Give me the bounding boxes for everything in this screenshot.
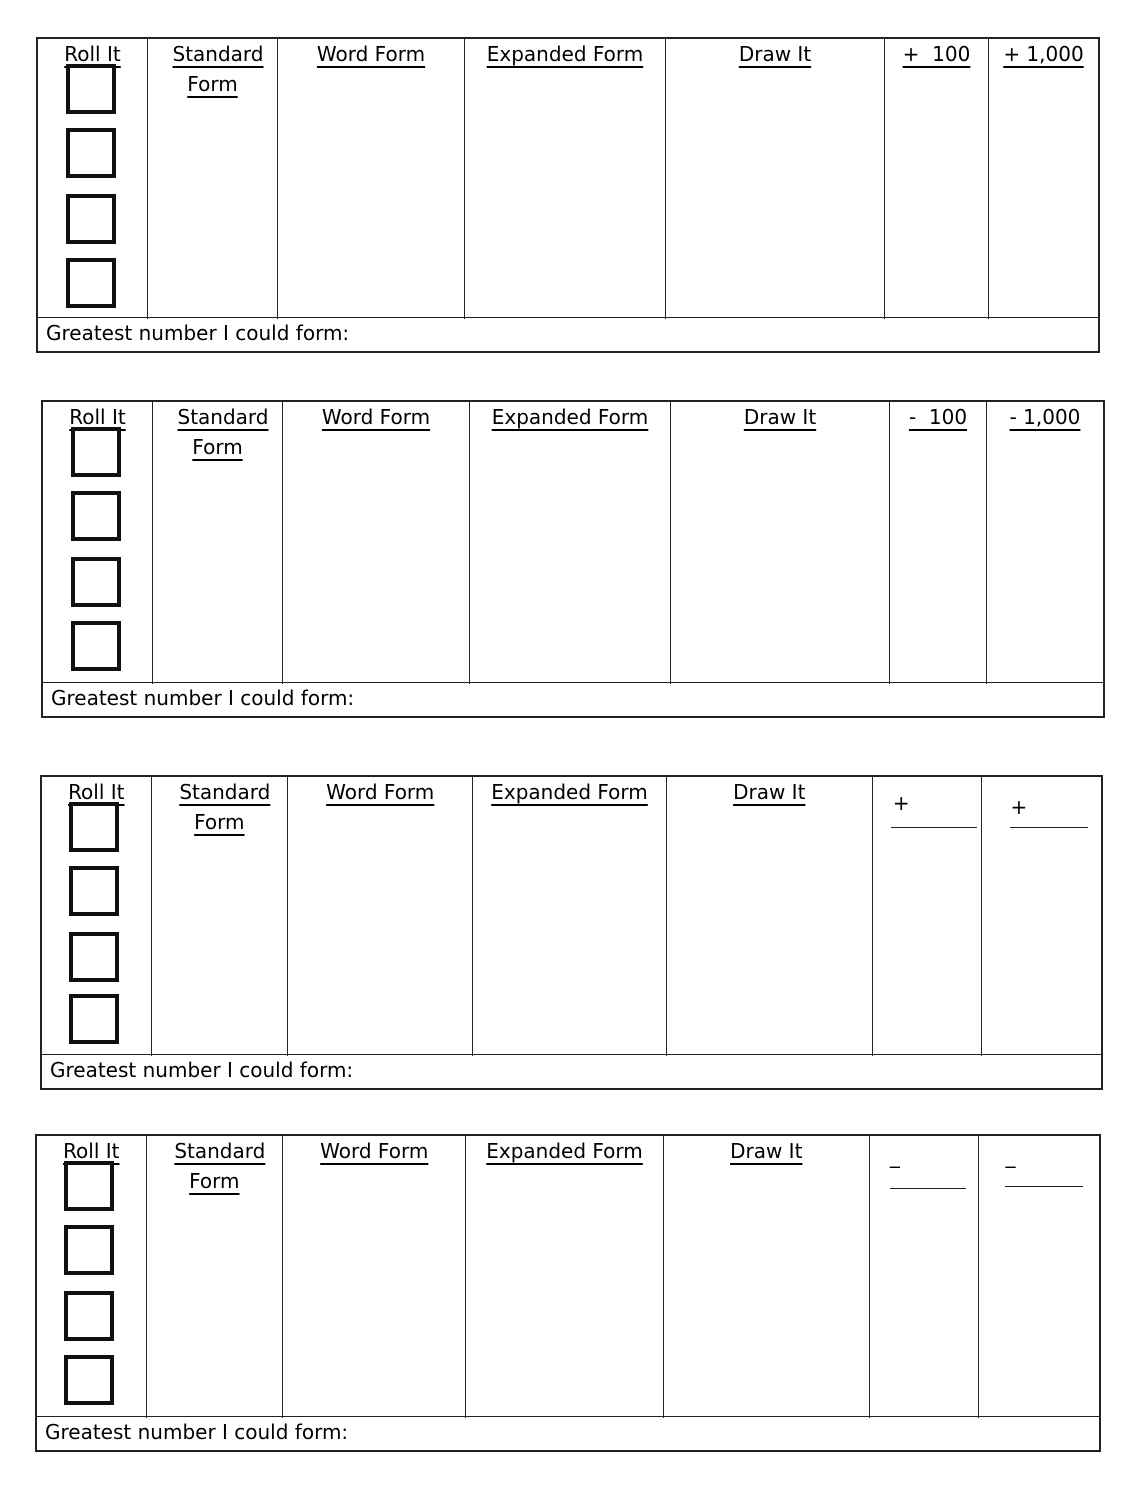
roll-it-column <box>38 39 148 319</box>
word-form-header: Word Form <box>320 1139 429 1163</box>
die-box[interactable] <box>64 1355 114 1405</box>
draw-it-header: Draw It <box>743 405 817 429</box>
minus-sign: _ <box>1005 1144 1016 1168</box>
die-box[interactable] <box>71 491 121 541</box>
standard-form-column[interactable] <box>147 1136 283 1418</box>
greatest-number-label: Greatest number I could form: <box>51 686 355 710</box>
greatest-number-label: Greatest number I could form: <box>45 1420 349 1444</box>
greatest-number-field[interactable] <box>38 317 1098 351</box>
plus-blank-column-2[interactable] <box>982 777 1101 1056</box>
roll-it-header: Roll It <box>64 42 121 66</box>
roll-it-header: Roll It <box>68 780 125 804</box>
plus-1000-header: + 1,000 <box>1003 42 1084 66</box>
greatest-number-field[interactable] <box>43 682 1103 716</box>
expanded-form-column[interactable] <box>470 402 671 684</box>
blank-line[interactable] <box>1010 827 1088 828</box>
standard-form-header: Standard Form <box>174 1139 266 1193</box>
minus-100-header: - 100 <box>908 405 968 429</box>
standard-form-column[interactable] <box>148 39 278 319</box>
draw-it-column[interactable] <box>671 402 890 684</box>
die-box[interactable] <box>69 866 119 916</box>
minus-100-column[interactable] <box>890 402 987 684</box>
worksheet-table-2 <box>41 400 1105 718</box>
plus-sign: + <box>892 791 910 815</box>
draw-it-header: Draw It <box>733 780 806 804</box>
die-box[interactable] <box>69 802 119 852</box>
plus-100-column[interactable] <box>885 39 989 319</box>
die-box[interactable] <box>64 1225 114 1275</box>
expanded-form-header: Expanded Form <box>491 780 648 804</box>
word-form-header: Word Form <box>316 42 426 66</box>
minus-blank-column-2[interactable] <box>979 1136 1099 1418</box>
roll-it-column <box>43 402 153 684</box>
expanded-form-column[interactable] <box>465 39 666 319</box>
greatest-number-label: Greatest number I could form: <box>50 1058 354 1082</box>
word-form-column[interactable] <box>288 777 473 1056</box>
expanded-form-column[interactable] <box>473 777 666 1056</box>
draw-it-column[interactable] <box>666 39 885 319</box>
minus-1000-column[interactable] <box>987 402 1103 684</box>
die-box[interactable] <box>71 557 121 607</box>
draw-it-header: Draw It <box>738 42 812 66</box>
die-box[interactable] <box>66 128 116 178</box>
standard-form-header: Standard Form <box>177 405 269 459</box>
expanded-form-header: Expanded Form <box>486 1139 643 1163</box>
plus-100-header: + 100 <box>902 42 971 66</box>
word-form-header: Word Form <box>321 405 431 429</box>
roll-it-header: Roll It <box>63 1139 120 1163</box>
greatest-number-label: Greatest number I could form: <box>46 321 350 345</box>
minus-sign: _ <box>889 1144 900 1168</box>
roll-it-header: Roll It <box>69 405 126 429</box>
draw-it-header: Draw It <box>730 1139 803 1163</box>
blank-line[interactable] <box>890 1188 966 1189</box>
standard-form-column[interactable] <box>152 777 288 1056</box>
expanded-form-column[interactable] <box>466 1136 663 1418</box>
die-box[interactable] <box>69 994 119 1044</box>
die-box[interactable] <box>66 258 116 308</box>
die-box[interactable] <box>71 621 121 671</box>
blank-line[interactable] <box>1005 1186 1083 1187</box>
minus-1000-header: - 1,000 <box>1009 405 1081 429</box>
greatest-number-field[interactable] <box>37 1416 1099 1450</box>
die-box[interactable] <box>69 932 119 982</box>
worksheet-table-1 <box>36 37 1100 353</box>
expanded-form-header: Expanded Form <box>491 405 649 429</box>
die-box[interactable] <box>64 1291 114 1341</box>
worksheet-table-3 <box>40 775 1103 1090</box>
standard-form-header: Standard Form <box>172 42 264 96</box>
word-form-header: Word Form <box>326 780 435 804</box>
standard-form-column[interactable] <box>153 402 283 684</box>
die-box[interactable] <box>64 1161 114 1211</box>
plus-1000-column[interactable] <box>989 39 1098 319</box>
word-form-column[interactable] <box>278 39 465 319</box>
plus-blank-column-1[interactable] <box>873 777 983 1056</box>
blank-line[interactable] <box>891 827 977 828</box>
plus-sign: + <box>1010 795 1028 819</box>
roll-it-column <box>37 1136 147 1418</box>
word-form-column[interactable] <box>283 402 470 684</box>
word-form-column[interactable] <box>283 1136 466 1418</box>
die-box[interactable] <box>71 427 121 477</box>
roll-it-column <box>42 777 152 1056</box>
draw-it-column[interactable] <box>664 1136 870 1418</box>
expanded-form-header: Expanded Form <box>486 42 644 66</box>
die-box[interactable] <box>66 194 116 244</box>
greatest-number-field[interactable] <box>42 1054 1101 1088</box>
draw-it-column[interactable] <box>667 777 873 1056</box>
worksheet-table-4 <box>35 1134 1101 1452</box>
standard-form-header: Standard Form <box>179 780 271 834</box>
die-box[interactable] <box>66 64 116 114</box>
minus-blank-column-1[interactable] <box>870 1136 980 1418</box>
